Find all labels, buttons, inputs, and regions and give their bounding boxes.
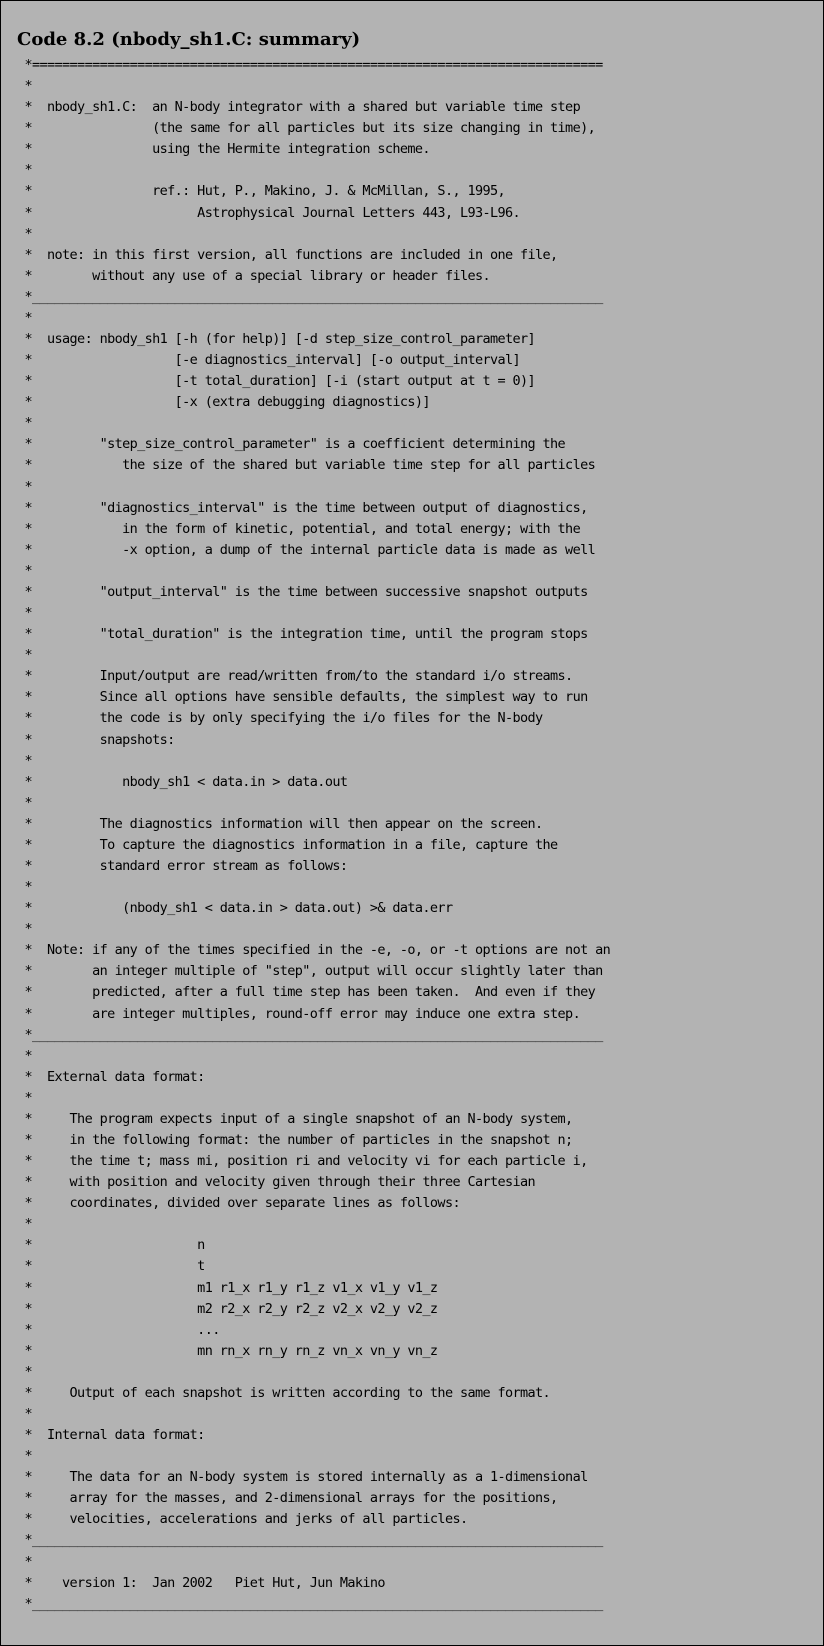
code-line: * coordinates, divided over separate lines as follows: [17,1195,460,1212]
code-line: *____________________________________________________________________________ [17,1026,603,1043]
code-line: * [17,78,33,95]
code-line: * [17,162,33,179]
code-line: * (nbody_sh1 < data.in > data.out) >& data.err [17,900,453,917]
code-line: * standard error stream as follows: [17,857,348,874]
code-line: * [17,225,33,242]
code-line: * nbody_sh1 < data.in > data.out [17,773,348,790]
code-line: *____________________________________________________________________________ [17,288,603,305]
code-line: * -x option, a dump of the internal particle data is made as well [17,541,596,558]
code-line: * "output_interval" is the time between successive snapshot outputs [17,583,588,600]
code-line: * mn rn_x rn_y rn_z vn_x vn_y vn_z [17,1342,438,1359]
code-line: * the size of the shared but variable time step for all particles [17,457,596,474]
code-line: * n [17,1237,205,1254]
listing-caption: Code 8.2 (nbody_sh1.C: summary) [17,29,361,50]
code-line: * the time t; mass mi, position ri and velocity vi for each particle i, [17,1153,588,1170]
code-line: * [17,752,33,769]
code-line: * [17,1448,33,1465]
code-line: * usage: nbody_sh1 [-h (for help)] [-d step_size_control_parameter] [17,331,536,348]
code-line: *============================================================================ [17,57,603,73]
code-line: * t [17,1258,205,1275]
code-line: * m2 r2_x r2_y r2_z v2_x v2_y v2_z [17,1300,438,1317]
code-line: * note: in this first version, all functions are included in one file, [17,246,558,263]
code-line: * the code is by only specifying the i/o files for the N-body [17,710,543,727]
code-line: * Input/output are read/written from/to the standard i/o streams. [17,668,573,685]
code-line: *____________________________________________________________________________ [17,1532,603,1549]
code-line: * [17,1406,33,1422]
code-line: * [17,1553,33,1570]
code-line: * version 1: Jan 2002 Piet Hut, Jun Makino [17,1574,385,1591]
code-line: * "step_size_control_parameter" is a coefficient determining the [17,436,566,453]
code-line: * External data format: [17,1068,205,1085]
code-line: * with position and velocity given through their three Cartesian [17,1174,536,1191]
code-line: * [17,1363,33,1380]
code-line: * [17,605,33,622]
code-line: * [17,921,33,938]
code-line: * in the form of kinetic, potential, and total energy; with the [17,520,581,537]
code-line: * Output of each snapshot is written according to the same format. [17,1384,551,1401]
code-line: * [17,1216,33,1233]
code-line: * The diagnostics information will then appear on the screen. [17,815,543,832]
code-line: * predicted, after a full time step has been taken. And even if they [17,984,596,1001]
code-line: * Internal data format: [17,1427,205,1444]
code-line: * [17,562,33,579]
code-line: * [17,415,33,432]
code-line: * snapshots: [17,731,175,748]
code-line: * ref.: Hut, P., Makino, J. & McMillan, S., 1995, [17,183,505,200]
code-line: * ... [17,1321,220,1338]
code-line: * Since all options have sensible defaults, the simplest way to run [17,689,588,706]
code-line: * [17,1047,33,1064]
code-line: * [17,647,33,664]
code-line: * [-t total_duration] [-i (start output at t = 0)] [17,373,536,390]
code-line: * [17,309,33,326]
code-line: * array for the masses, and 2-dimensional arrays for the positions, [17,1490,558,1507]
code-line: * Astrophysical Journal Letters 443, L93-L96. [17,204,521,221]
code-line: * The data for an N-body system is stored internally as a 1-dimensional [17,1469,588,1486]
code-line: * [17,1089,33,1106]
code-line: * Note: if any of the times specified in the -e, -o, or -t options are not an [17,942,611,959]
code-line: * are integer multiples, round-off error may induce one extra step. [17,1005,581,1022]
code-line: * [17,794,33,811]
code-line: * m1 r1_x r1_y r1_z v1_x v1_y v1_z [17,1279,438,1296]
code-line: * [-x (extra debugging diagnostics)] [17,394,430,411]
code-line: * velocities, accelerations and jerks of all particles. [17,1511,468,1528]
code-line: * an integer multiple of "step", output will occur slightly later than [17,963,603,980]
code-line: * The program expects input of a single snapshot of an N-body system, [17,1110,573,1127]
code-line: * [17,478,33,495]
code-block [17,55,610,1615]
code-line: * nbody_sh1.C: an N-body integrator with a shared but variable time step [17,99,581,116]
code-line: * [17,879,33,896]
code-line: * "diagnostics_interval" is the time between output of diagnostics, [17,499,588,516]
code-line: * without any use of a special library or header files. [17,267,490,284]
code-line: * To capture the diagnostics information in a file, capture the [17,836,558,853]
code-line: * using the Hermite integration scheme. [17,141,430,158]
code-line: * in the following format: the number of particles in the snapshot n; [17,1131,573,1148]
code-line: * [-e diagnostics_interval] [-o output_interval] [17,352,521,369]
code-line: * "total_duration" is the integration time, until the program stops [17,626,588,643]
code-line: *____________________________________________________________________________ [17,1595,603,1612]
code-line: * (the same for all particles but its size changing in time), [17,120,596,137]
